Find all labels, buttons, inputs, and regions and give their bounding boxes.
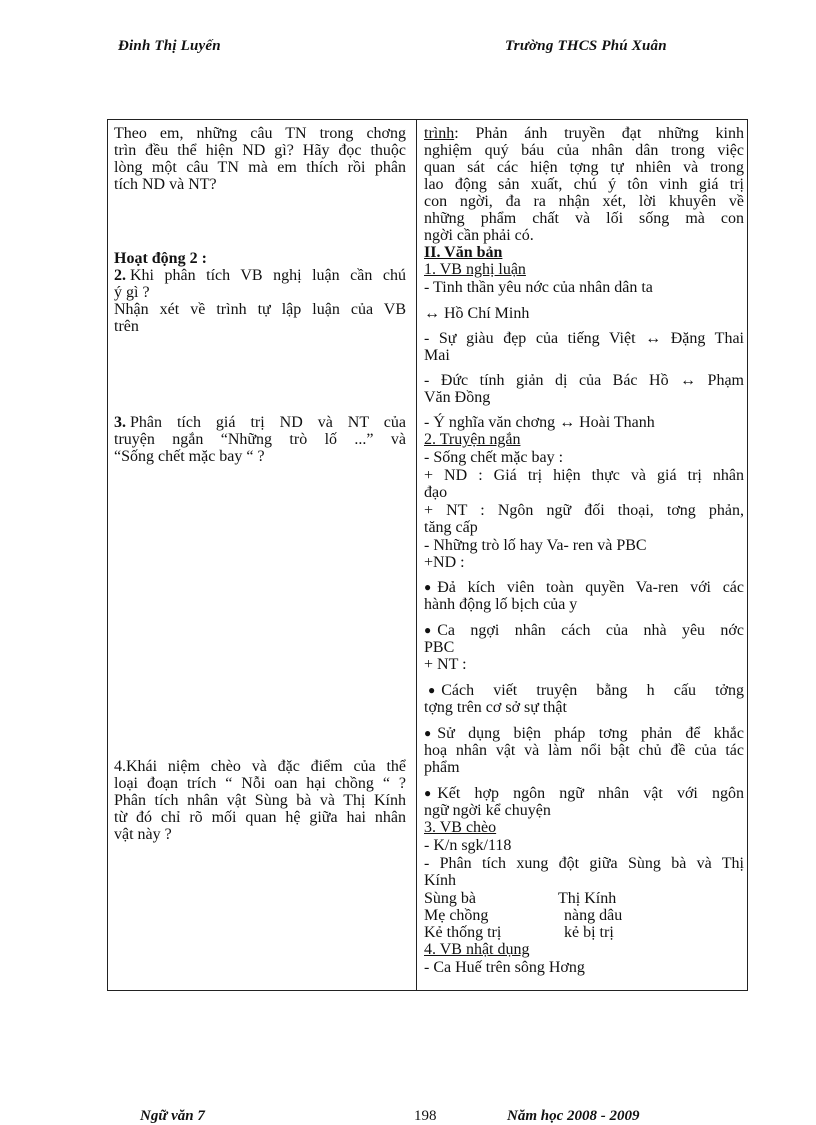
footer-subject: Ngữ văn 7 — [140, 1108, 205, 1124]
right-intro-line: ngời cần phải có. — [424, 227, 534, 244]
left-intro-line: tích ND và NT? — [114, 176, 217, 193]
subsection-3-title: 3. VB chèo — [424, 819, 497, 836]
header-school: Trường THCS Phú Xuân — [505, 38, 667, 54]
right-intro-line: nghiệm quý báu của nhân dân trong việc — [424, 142, 744, 159]
right-intro-line — [424, 125, 744, 142]
pair-left: Sùng bà — [424, 890, 476, 907]
column-divider — [416, 120, 417, 990]
truyen-ngan-line: - Những trò lố hay Va- ren và PBC — [424, 537, 647, 554]
pair-left: Kẻ thống trị — [424, 924, 502, 941]
bullet-text: Ca ngợi nhân cách của nhà yêu nớc — [437, 622, 744, 639]
bullet-text-cont: tợng trên cơ sở sự thật — [424, 699, 567, 716]
section-title: II. Văn bản — [424, 244, 503, 261]
pair-right: Thị Kính — [558, 890, 617, 907]
question-3-number: 3. — [114, 414, 126, 431]
header-author: Đinh Thị Luyến — [118, 38, 221, 54]
left-intro-line: lòng một câu TN mà em thích rồi phân — [114, 159, 406, 176]
bullet-icon: ● — [428, 683, 436, 697]
question-2-line: trên — [114, 318, 139, 335]
right-intro-first-word: trình — [424, 125, 455, 142]
bullet-text-cont: PBC — [424, 639, 455, 656]
truyen-ngan-line: +ND : — [424, 554, 465, 571]
bullet-text: Cách viết truyện bằng h cấu tởng — [441, 682, 744, 699]
right-intro-line: những phẩm chất và lối sống mà con — [424, 210, 744, 227]
left-intro-line: trìn đều thể hiện ND gì? Hãy đọc thuộc — [114, 142, 406, 159]
truyen-ngan-line: - Sống chết mặc bay : — [424, 449, 564, 466]
pair-right: kẻ bị trị — [564, 924, 614, 941]
bullet-text-cont: hoạ nhân vật và làm nổi bật chủ đề của tác — [424, 742, 744, 759]
truyen-ngan-line: + ND : Giá trị hiện thực và giá trị nhân — [424, 467, 744, 484]
nghi-luan-line: - Ý nghĩa văn chơng ↔ Hoài Thanh — [424, 414, 655, 431]
right-intro-text: : Phản ánh truyền đạt những kinh — [454, 125, 744, 142]
pair-left: Mẹ chồng — [424, 907, 489, 924]
footer-page-number: 198 — [414, 1108, 437, 1124]
bullet-text-cont: ngữ ngời kể chuyện — [424, 802, 551, 819]
question-2-line — [114, 267, 406, 284]
nghi-luan-line: - Tinh thần yêu nớc của nhân dân ta — [424, 279, 653, 296]
bullet-text: Kết hợp ngôn ngữ nhân vật với ngôn — [437, 785, 744, 802]
nhat-dung-line: - Ca Huế trên sông Hơng — [424, 959, 585, 976]
nghi-luan-line: Mai — [424, 347, 450, 364]
right-intro-line: quan sát các hiện tợng tự nhiên và trong — [424, 159, 744, 176]
bullet-icon: ● — [424, 726, 432, 740]
truyen-ngan-line: + NT : — [424, 656, 467, 673]
nghi-luan-line: - Đức tính giản dị của Bác Hồ ↔ Phạm — [424, 372, 744, 389]
cheo-line: - K/n sgk/118 — [424, 837, 512, 854]
question-3-line: “Sống chết mặc bay “ ? — [114, 448, 265, 465]
question-3-text: Phân tích giá trị ND và NT của — [130, 414, 406, 431]
right-intro-line: con ngời, đa ra nhận xét, lời khuyên về — [424, 193, 744, 210]
bullet-item — [424, 785, 744, 802]
cheo-line: - Phân tích xung đột giữa Sùng bà và Thị — [424, 855, 744, 872]
cheo-line: Kính — [424, 872, 456, 889]
bullet-item — [424, 725, 744, 742]
pair-row — [424, 907, 744, 924]
truyen-ngan-line: + NT : Ngôn ngữ đối thoại, tơng phản, — [424, 502, 744, 519]
question-4-line: 4.Khái niệm chèo và đặc điểm của thể — [114, 758, 406, 775]
truyen-ngan-line: tăng cấp — [424, 519, 478, 536]
bullet-icon: ● — [424, 580, 432, 594]
left-intro-line: Theo em, những câu TN trong chơng — [114, 125, 406, 142]
subsection-4-title: 4. VB nhật dụng — [424, 941, 530, 958]
content-table — [107, 119, 748, 991]
bullet-text-cont: phẩm — [424, 759, 460, 776]
footer-school-year: Năm học 2008 - 2009 — [507, 1108, 640, 1124]
bullet-item — [424, 622, 744, 639]
nghi-luan-line: ↔ Hồ Chí Minh — [424, 305, 530, 322]
question-4-line: Phân tích nhân vật Sùng bà và Thị Kính — [114, 792, 406, 809]
truyen-ngan-line: đạo — [424, 484, 448, 501]
bullet-text: Đả kích viên toàn quyền Va-ren với các — [437, 579, 744, 596]
bullet-item — [424, 682, 744, 699]
question-3-line — [114, 414, 406, 431]
question-4-line: loại đoạn trích “ Nỗi oan hại chồng “ ? — [114, 775, 406, 792]
bullet-item — [424, 579, 744, 596]
right-intro-line: lao động sản xuất, chú ý tôn vinh giá trị — [424, 176, 744, 193]
question-2-line: ý gì ? — [114, 284, 150, 301]
question-2-text: Khi phân tích VB nghị luận cần chú — [130, 267, 406, 284]
question-4-line: vật này ? — [114, 826, 172, 843]
question-2-line: Nhận xét về trình tự lập luận của VB — [114, 301, 406, 318]
nghi-luan-line: - Sự giàu đẹp của tiếng Việt ↔ Đặng Thai — [424, 330, 744, 347]
question-2-number: 2. — [114, 267, 126, 284]
pair-row — [424, 890, 744, 907]
question-4-line: từ đó chỉ rõ mối quan hệ giữa hai nhân — [114, 809, 406, 826]
pair-row — [424, 924, 744, 941]
pair-right: nàng dâu — [564, 907, 623, 924]
bullet-text: Sử dụng biện pháp tơng phản để khắc — [437, 725, 744, 742]
activity-title: Hoạt động 2 : — [114, 250, 207, 267]
question-3-line: truyện ngắn “Những trò lố ...” và — [114, 431, 406, 448]
bullet-icon: ● — [424, 623, 432, 637]
bullet-text-cont: hành động lố bịch của y — [424, 596, 578, 613]
subsection-2-title: 2. Truyện ngắn — [424, 431, 521, 448]
subsection-1-title: 1. VB nghị luận — [424, 261, 526, 278]
bullet-icon: ● — [424, 786, 432, 800]
nghi-luan-line: Văn Đồng — [424, 389, 491, 406]
